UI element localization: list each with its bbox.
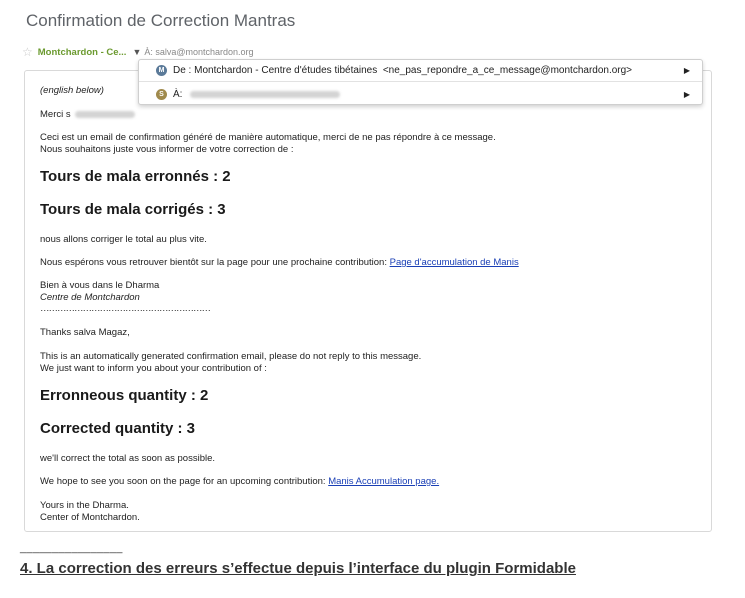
from-email: <ne_pas_repondre_a_ce_message@montchardon.org>: [382, 65, 633, 76]
en-erroneous-heading: Erronneous quantity : 2: [40, 387, 209, 404]
star-icon[interactable]: ☆: [22, 45, 33, 59]
from-label: De : Montchardon - Centre d'études tibétaines: [173, 65, 378, 76]
en-sign-1: Yours in the Dharma.: [40, 500, 129, 511]
avatar: M: [156, 65, 167, 76]
en-thanks: Thanks salva Magaz,: [40, 327, 130, 338]
section-divider: ________________: [20, 542, 123, 554]
en-accumulation-link[interactable]: Manis Accumulation page.: [328, 476, 440, 487]
sender-name[interactable]: Montchardon - Ce...: [37, 46, 127, 58]
sender-row: [22, 46, 254, 58]
fr-corrected-heading: Tours de mala corrigés : 3: [40, 201, 226, 218]
section-title: 4. La correction des erreurs s’effectue depuis l’interface du plugin Formidable: [20, 560, 576, 577]
email-subject: Confirmation de Correction Mantras: [26, 11, 296, 30]
en-correct-note: we'll correct the total as soon as possible.: [40, 453, 216, 464]
to-label: À:: [173, 88, 183, 100]
fr-erroneous-heading: Tours de mala erronnés : 2: [40, 168, 231, 185]
fr-sign-1: Bien à vous dans le Dharma: [40, 280, 160, 291]
fr-hope-text: Nous espérons vous retrouver bientôt sur la page pour une prochaine contribution:: [40, 257, 390, 268]
redacted-email: [190, 91, 340, 98]
fr-sign-2: Centre de Montchardon: [40, 292, 140, 303]
arrow-right-icon[interactable]: ▶: [683, 89, 690, 99]
en-intro-line2: We just want to inform you about your contribution of :: [40, 363, 267, 374]
en-sign-2: Center of Montchardon.: [40, 512, 140, 523]
en-hope-text: We hope to see you soon on the page for an upcoming contribution:: [40, 476, 329, 487]
greeting-fr: [40, 109, 135, 120]
en-corrected-heading: Corrected quantity : 3: [40, 420, 196, 437]
popup-from-row[interactable]: [139, 60, 702, 82]
en-intro-line1: This is an automatically generated confirmation email, please do not reply to this message.: [40, 351, 422, 362]
dotted-divider: ……………………………………………………: [40, 303, 210, 314]
fr-hope-line: [40, 257, 519, 268]
fr-intro-line2: Nous souhaitons juste vous informer de votre correction de :: [40, 144, 294, 155]
en-hope-line: [40, 476, 439, 487]
arrow-right-icon[interactable]: ▶: [683, 66, 690, 75]
fr-intro-line1: Ceci est un email de confirmation généré de manière automatique, merci de ne pas répondre à ce message.: [40, 132, 496, 143]
chevron-down-icon[interactable]: ▼: [132, 47, 142, 57]
fr-accumulation-link[interactable]: Page d'accumulation de Manis: [389, 257, 519, 268]
popup-to-row[interactable]: [139, 83, 702, 105]
greeting-text: Merci s: [40, 109, 71, 120]
redacted-name: [75, 111, 135, 118]
email-body: [24, 70, 712, 532]
sender-details-popup: [138, 59, 703, 105]
recipient-short: À: salva@montchardon.org: [144, 47, 254, 57]
english-below-note: (english below): [40, 85, 104, 96]
avatar: S: [156, 89, 167, 100]
fr-correct-note: nous allons corriger le total au plus vite.: [40, 234, 207, 245]
